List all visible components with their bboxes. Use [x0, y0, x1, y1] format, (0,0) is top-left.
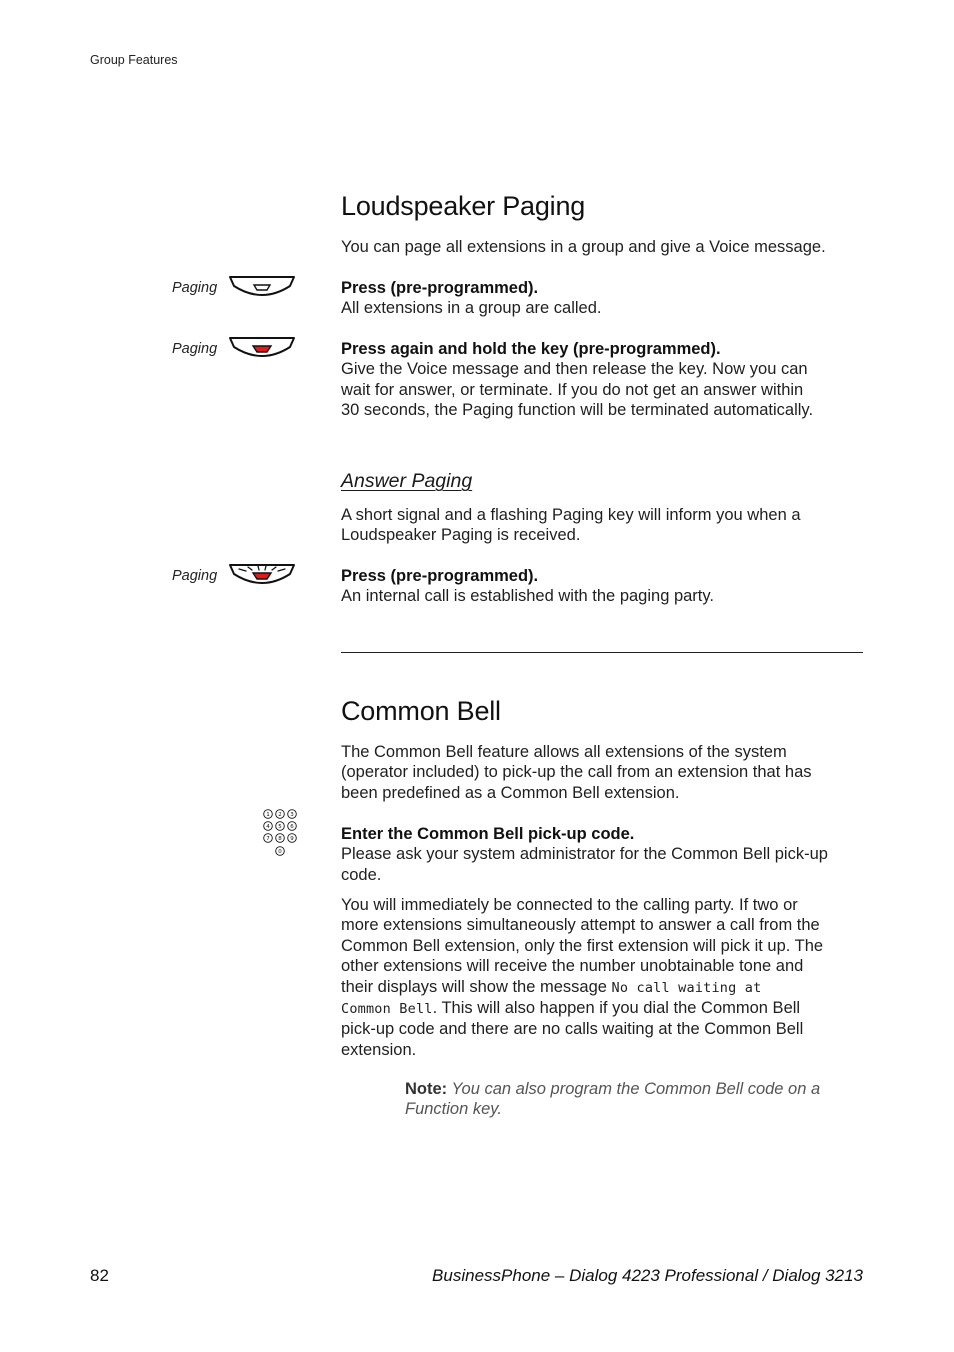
intro-line: (operator included) to pick-up the call from an extension that has [341, 763, 812, 782]
body-line: . This will also happen if you dial the Common Bell [432, 999, 801, 1018]
note-label: Note: [405, 1080, 448, 1098]
common-bell-body [341, 895, 866, 1060]
keypad-key: 2 [278, 812, 282, 818]
step-enter-code [341, 824, 866, 885]
step-detail-line: code. [341, 865, 382, 884]
step-detail: An internal call is established with the paging party. [341, 587, 714, 606]
body-line: Common Bell extension, only the first extension will pick it up. The [341, 936, 824, 955]
subsection-intro [341, 505, 866, 546]
step-detail-line: wait for answer, or terminate. If you do not get an answer within [341, 380, 804, 399]
display-message: Common Bell [341, 1001, 433, 1018]
running-head: Group Features [90, 53, 178, 67]
paging-key-lit-icon [228, 335, 296, 363]
intro-line: Loudspeaker Paging is received. [341, 526, 581, 545]
step-detail-line: Please ask your system administrator for the Common Bell pick-up [341, 845, 828, 864]
step-paging-hold [341, 339, 866, 421]
step-detail-line: Give the Voice message and then release the key. Now you can [341, 360, 808, 379]
display-message: No call waiting at [611, 979, 762, 996]
intro-line: The Common Bell feature allows all extensions of the system [341, 743, 787, 761]
paging-key-label: Paging [172, 280, 218, 296]
keypad-icon [262, 808, 298, 858]
note-text: You can also program the Common Bell code on a [447, 1080, 821, 1098]
section-intro [341, 742, 866, 803]
step-action: Press again and hold the key (pre-programmed). [341, 340, 721, 358]
paging-key-icon [228, 274, 296, 302]
keypad-key: 6 [290, 824, 294, 830]
body-line: more extensions simultaneously attempt to answer a call from the [341, 916, 820, 935]
note-text: Function key. [405, 1100, 502, 1119]
note [405, 1079, 865, 1120]
footer-title: BusinessPhone – Dialog 4223 Professional / Dialog 3213 [432, 1266, 863, 1285]
body-line: You will immediately be connected to the calling party. If two or [341, 896, 798, 914]
keypad-key: 0 [278, 849, 282, 855]
body-line: extension. [341, 1040, 417, 1059]
step-detail-line: 30 seconds, the Paging function will be terminated automatically. [341, 401, 814, 420]
step-paging-press [341, 278, 866, 319]
intro-line: been predefined as a Common Bell extension. [341, 783, 680, 802]
keypad-key: 7 [266, 836, 270, 842]
body-line: pick-up code and there are no calls waiting at the Common Bell [341, 1020, 804, 1039]
intro-line: A short signal and a flashing Paging key will inform you when a [341, 506, 801, 524]
section-intro: You can page all extensions in a group and give a Voice message. [341, 238, 826, 256]
paging-key-label: Paging [172, 341, 218, 357]
section-title-common-bell: Common Bell [341, 696, 501, 726]
step-action: Enter the Common Bell pick-up code. [341, 825, 635, 843]
keypad-key: 1 [266, 812, 270, 818]
step-action: Press (pre-programmed). [341, 567, 539, 585]
paging-key-flashing-icon [228, 562, 296, 590]
keypad-key: 9 [290, 836, 294, 842]
paging-key-label: Paging [172, 568, 218, 584]
keypad-key: 4 [266, 824, 270, 830]
section-divider [341, 652, 863, 653]
body-line: other extensions will receive the number unobtainable tone and [341, 957, 804, 976]
subsection-title-answer-paging: Answer Paging [341, 470, 473, 492]
section-title-loudspeaker-paging: Loudspeaker Paging [341, 191, 586, 221]
page-number: 82 [90, 1266, 109, 1285]
keypad-key: 3 [290, 812, 294, 818]
step-action: Press (pre-programmed). [341, 279, 539, 297]
keypad-key: 8 [278, 836, 282, 842]
step-answer-paging [341, 566, 866, 607]
step-detail: All extensions in a group are called. [341, 299, 602, 318]
body-line: their displays will show the message [341, 977, 612, 996]
keypad-key: 5 [278, 824, 282, 830]
